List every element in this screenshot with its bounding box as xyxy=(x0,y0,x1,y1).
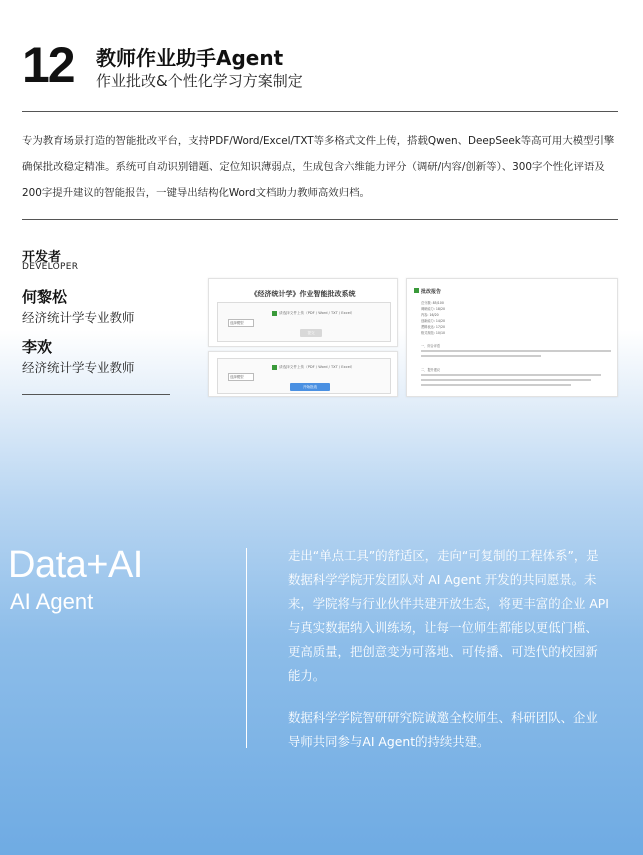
report-line: 调研能力: 18/20 xyxy=(421,307,446,311)
developer-role-1: 经济统计学专业教师 xyxy=(22,310,135,325)
screenshot-upload-box xyxy=(217,302,391,342)
page-subtitle: 作业批改&个性化学习方案制定 xyxy=(96,72,303,90)
report-text-placeholder xyxy=(421,384,571,386)
check-icon xyxy=(272,365,277,370)
intro-paragraph: 专为教育场景打造的智能批改平台，支持PDF/Word/Excel/TXT等多格式文件上传，搭载Qwen、DeepSeek等高可用大模型引擎确保批改稳定精准。系统可自动识别错题、定位知识薄弱点，生成包含六维能力评分（调研/内容/创新等）、300字个性化评语及200字提升建议的智能报告，一键导出结构化Word文档助力教师高效归档。 xyxy=(22,135,615,199)
developer-name-2: 李欢 xyxy=(22,338,53,356)
screenshot-upload-hint-2: 请选择文件上传（PDF / Word / TXT / Excel） xyxy=(279,365,355,369)
developer-label-en: DEVELOPER xyxy=(22,262,79,272)
check-icon xyxy=(272,311,277,316)
report-line: 逻辑表达: 17/20 xyxy=(421,325,446,329)
report-line: 格式规范: 10/10 xyxy=(421,331,446,335)
divider-top xyxy=(22,111,618,112)
screenshot-report-title: 批改报告 xyxy=(421,289,442,295)
screenshot-model-select-2: 选择模型 xyxy=(228,373,254,381)
screenshot-start-page xyxy=(208,351,398,397)
divider-developer xyxy=(22,394,170,395)
vertical-divider xyxy=(246,548,247,748)
report-text-placeholder xyxy=(421,350,611,352)
report-text-placeholder xyxy=(421,379,591,381)
screenshot-report xyxy=(406,278,618,397)
screenshot-upload-page xyxy=(208,278,398,347)
brand-data-ai: Data+AI xyxy=(8,544,143,586)
developer-name-1: 何黎松 xyxy=(22,288,68,306)
report-line: 一、综合评语 xyxy=(421,344,441,348)
developer-role-2: 经济统计学专业教师 xyxy=(22,360,135,375)
screenshot-upload-box-2 xyxy=(217,358,391,394)
report-line: 创新能力: 14/20 xyxy=(421,319,446,323)
report-line: 二、提升建议 xyxy=(421,368,441,372)
section-number: 12 xyxy=(22,37,74,93)
report-text-placeholder xyxy=(421,374,601,376)
divider-middle xyxy=(22,219,618,220)
page-title: 教师作业助手Agent xyxy=(96,46,284,70)
check-icon xyxy=(414,288,419,293)
brand-ai-agent: AI Agent xyxy=(10,589,94,614)
screenshot-upload-hint: 请选择文件上传（PDF / Word / TXT / Excel） xyxy=(279,311,355,315)
screenshot-app-title: 《经济统计学》作业智能批改系统 xyxy=(250,290,356,298)
vision-paragraph: 走出“单点工具”的舒适区，走向“可复制的工程体系”，是数据科学学院开发团队对 AI Agent 开发的共同愿景。未来，学院将与行业伙伴共建开放生态，将更丰富的企业 API 与真实数据纳入训练场，让每一位师生都能以更低门槛、更高质量，把创意变为可落地、可传播、可迭代的校园新能力。 xyxy=(288,548,609,683)
report-line: 内容: 16/20 xyxy=(421,313,439,317)
screenshot-start-button: 开始批改 xyxy=(290,383,330,391)
screenshot-model-select: 选择模型 xyxy=(228,319,254,327)
report-text-placeholder xyxy=(421,355,541,357)
report-line: 总分数: 85/100 xyxy=(421,301,444,305)
screenshot-submit-button: 提交 xyxy=(300,329,322,337)
developer-label: 开发者 xyxy=(22,250,62,265)
invitation-paragraph: 数据科学学院智研研究院诚邀全校师生、科研团队、企业导师共同参与AI Agent的持续共建。 xyxy=(288,710,598,749)
